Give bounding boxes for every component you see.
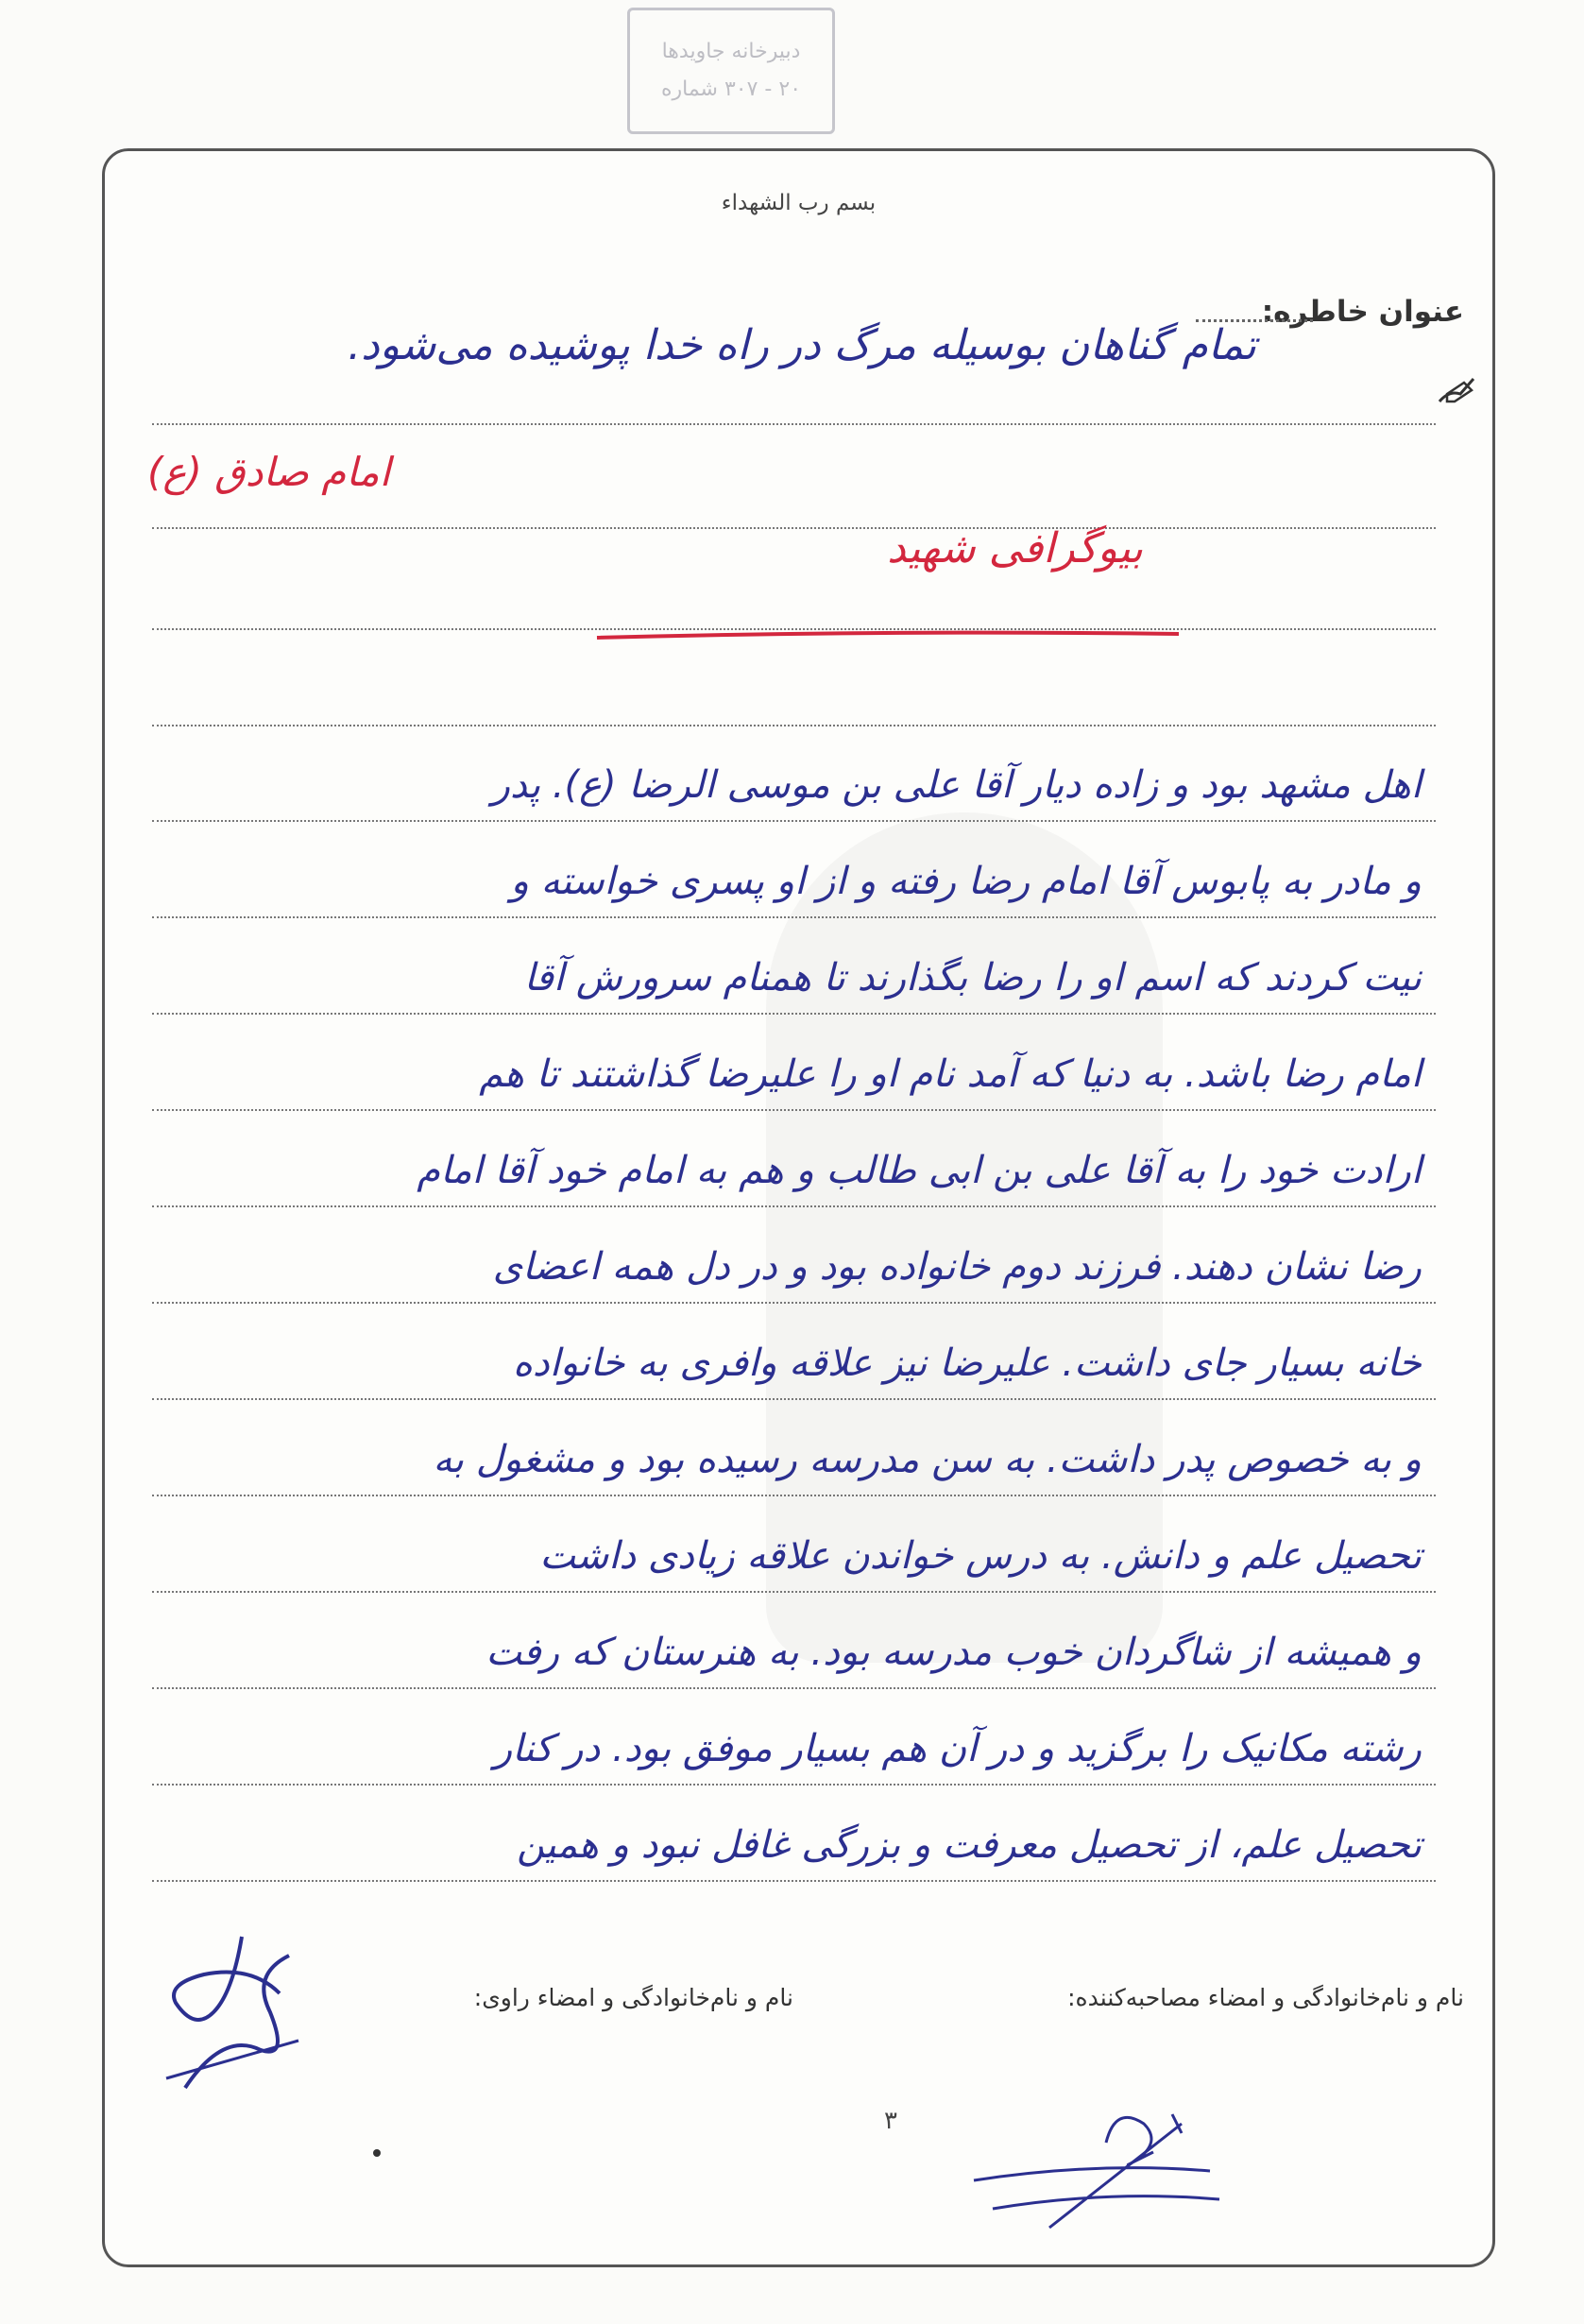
narrator-signature-label: نام و نام‌خانوادگی و امضاء راوی:: [473, 1984, 793, 2011]
memoir-form-frame: [102, 148, 1495, 2267]
biography-title: بیوگرافی شهید: [887, 524, 1143, 572]
ruled-line: [152, 1880, 1436, 1882]
body-line-7: خانه بسیار جای داشت. علیرضا نیز علاقه وافری به خانواده: [512, 1341, 1422, 1385]
pen-writing-icon: [1436, 373, 1477, 407]
body-line-2: و مادر به پابوس آقا امام رضا رفته و از او پسری خواسته و: [510, 860, 1422, 903]
body-line-8: و به خصوص پدر داشت. به سن مدرسه رسیده بود و مشغول به: [433, 1438, 1422, 1481]
ink-dot: [373, 2149, 381, 2157]
ruled-line: [152, 1013, 1436, 1015]
ruled-line: [152, 1687, 1436, 1689]
ruled-line: [152, 1109, 1436, 1111]
body-line-4: امام رضا باشد. به دنیا که آمد نام او را علیرضا گذاشتند تا هم: [479, 1052, 1422, 1096]
page-number: ۳: [884, 2107, 897, 2135]
quote-author: امام صادق (ع): [147, 449, 391, 495]
ruled-line: [152, 725, 1436, 726]
ruled-line: [152, 423, 1436, 425]
ruled-line: [152, 1205, 1436, 1207]
ruled-line: [152, 1302, 1436, 1304]
narrator-signature: [147, 1899, 317, 2097]
ruled-line: [152, 916, 1436, 918]
ruled-line: [152, 1495, 1436, 1496]
body-line-5: ارادت خود را به آقا علی بن ابی طالب و هم به امام خود آقا امام: [417, 1149, 1422, 1192]
body-line-9: تحصیل علم و دانش. به درس خواندن علاقه زیادی داشت: [539, 1534, 1422, 1578]
memoir-quote: تمام گناهان بوسیله مرگ در راه خدا پوشیده می‌شود.: [348, 321, 1256, 369]
title-underline: [595, 628, 1181, 641]
body-line-10: و همیشه از شاگردان خوب مدرسه بود. به هنرستان که رفت: [485, 1631, 1422, 1674]
ruled-line: [152, 820, 1436, 822]
ruled-line: [152, 1784, 1436, 1786]
interviewer-signature: [955, 2086, 1229, 2247]
ruled-line: [152, 1591, 1436, 1593]
body-line-6: رضا نشان دهند. فرزند دوم خانواده بود و در دل همه اعضای: [492, 1245, 1422, 1289]
ruled-line: [152, 1398, 1436, 1400]
body-line-12: تحصیل علم، از تحصیل معرفت و بزرگی غافل نبود و همین: [517, 1823, 1422, 1867]
stamp-line-2: ۲۰ - ۳۰۷ شماره: [660, 77, 802, 101]
body-line-3: نیت کردند که اسم او را رضا بگذارند تا همنام سرورش آقا: [523, 956, 1422, 1000]
stamp-line-1: دبیرخانه جاویدها: [661, 40, 801, 63]
ruled-line: [152, 527, 1436, 529]
body-line-11: رشته مکانیک را برگزید و در آن هم بسیار موفق بود. در کنار: [493, 1727, 1422, 1770]
received-stamp: [627, 8, 835, 134]
basmala-header: بسم رب الشهداء: [721, 191, 877, 215]
interviewer-signature-label: نام و نام‌خانوادگی و امضاء مصاحبه‌کننده:: [1067, 1984, 1464, 2011]
body-line-1: اهل مشهد بود و زاده دیار آقا علی بن موسی الرضا (ع). پدر: [491, 763, 1422, 807]
memoir-title-label: عنوان خاطره:: [1261, 295, 1464, 329]
